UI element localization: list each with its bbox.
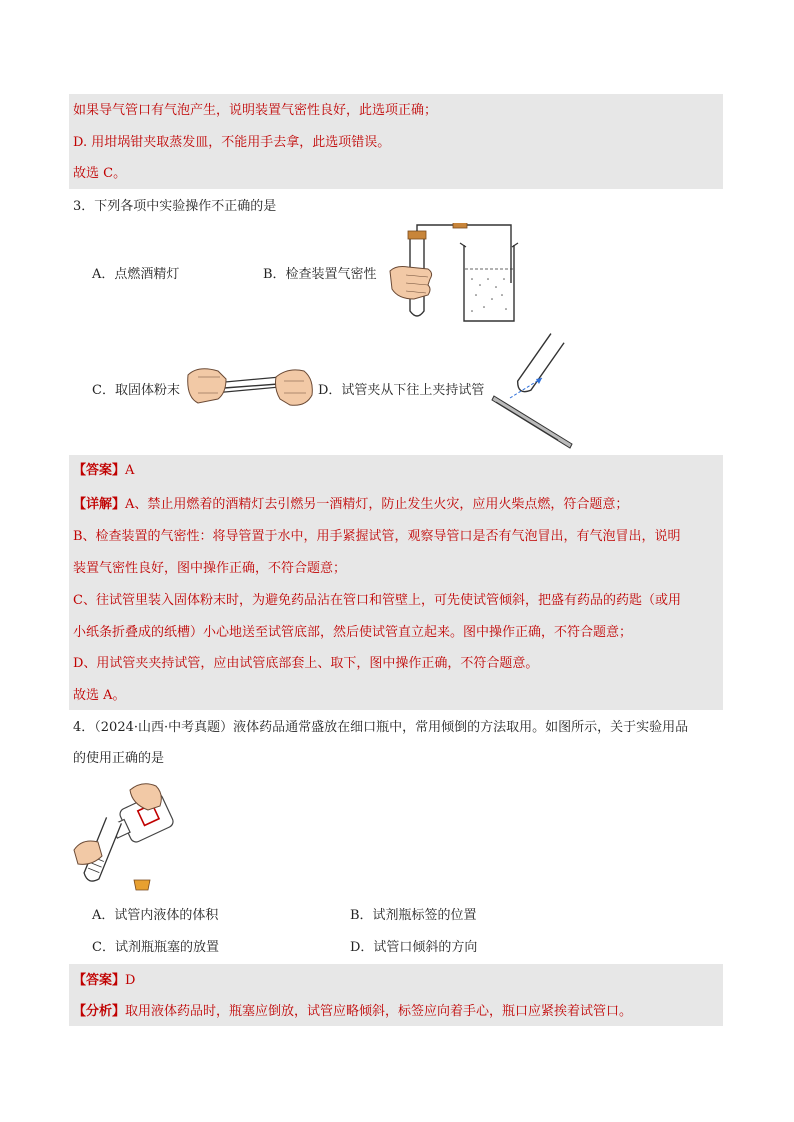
question-3-detail-c-line-2: 小纸条折叠成的纸槽）小心地送至试管底部，然后使试管直立起来。图中操作正确，不符合题意； [73,625,633,640]
question-3-option-a: A．点燃酒精灯 [92,267,180,282]
question-4-stem-line-1: 4．（2024·山西·中考真题）液体药品通常盛放在细口瓶中，常用倾倒的方法取用。如图所示，关于实验用品 [73,720,689,735]
question-3-detail-d: D、用试管夹夹持试管，应由试管底部套上、取下，图中操作正确，不符合题意。 [73,656,539,671]
question-4-option-c: C．试剂瓶瓶塞的放置 [92,940,219,955]
analysis-tag: 【分析】 [73,1004,126,1019]
question-4-analysis [73,1003,632,1021]
previous-answer-line-1: 如果导气管口有气泡产生，说明装置气密性良好，此选项正确； [73,103,438,118]
question-3-option-c: C．取固体粉末 [92,383,180,398]
detail-a-text: A、禁止用燃着的酒精灯去引燃另一酒精灯，防止发生火灾，应用火柴点燃，符合题意； [125,497,629,512]
pouring-liquid-figure [72,780,182,892]
previous-answer-conclusion: 故选 C。 [73,166,127,181]
question-3-answer [73,462,134,480]
question-3-detail-b-line-1: B、检查装置的气密性：将导管置于水中，用手紧握试管，观察导管口是否有气泡冒出，有气泡冒出，说明 [73,529,681,544]
analysis-text: 取用液体药品时，瓶塞应倒放，试管应略倾斜，标签应向着手心，瓶口应紧挨着试管口。 [125,1004,633,1019]
answer-value: D [125,973,136,988]
question-3-conclusion: 故选 A。 [73,688,126,703]
question-4-option-d: D．试管口倾斜的方向 [350,940,478,955]
detail-tag: 【详解】 [73,497,126,512]
question-3-option-d: D．试管夹从下往上夹持试管 [318,383,485,398]
question-4-option-a: A．试管内液体的体积 [92,908,219,923]
question-3-detail-a [73,496,628,514]
question-3-detail-b-line-2: 装置气密性良好，图中操作正确，不符合题意； [73,561,347,576]
question-3-option-b: B．检查装置气密性 [263,267,377,282]
question-3-detail-c-line-1: C、往试管里装入固体粉末时，为避免药品沾在管口和管壁上，可先使试管倾斜，把盛有药品的药匙（或用 [73,593,681,608]
answer-tag: 【答案】 [73,973,126,988]
solid-powder-figure [184,363,316,413]
question-3-stem: 3．下列各项中实验操作不正确的是 [73,199,277,214]
test-tube-holder-figure [488,332,578,450]
answer-value: A [125,463,135,478]
question-4-answer [73,972,135,990]
question-4-stem-line-2: 的使用正确的是 [73,751,165,766]
previous-answer-line-2: D. 用坩埚钳夹取蒸发皿，不能用手去拿，此选项错误。 [73,135,391,150]
airtightness-check-figure [384,223,524,328]
answer-tag: 【答案】 [73,463,126,478]
question-4-option-b: B．试剂瓶标签的位置 [350,908,477,923]
